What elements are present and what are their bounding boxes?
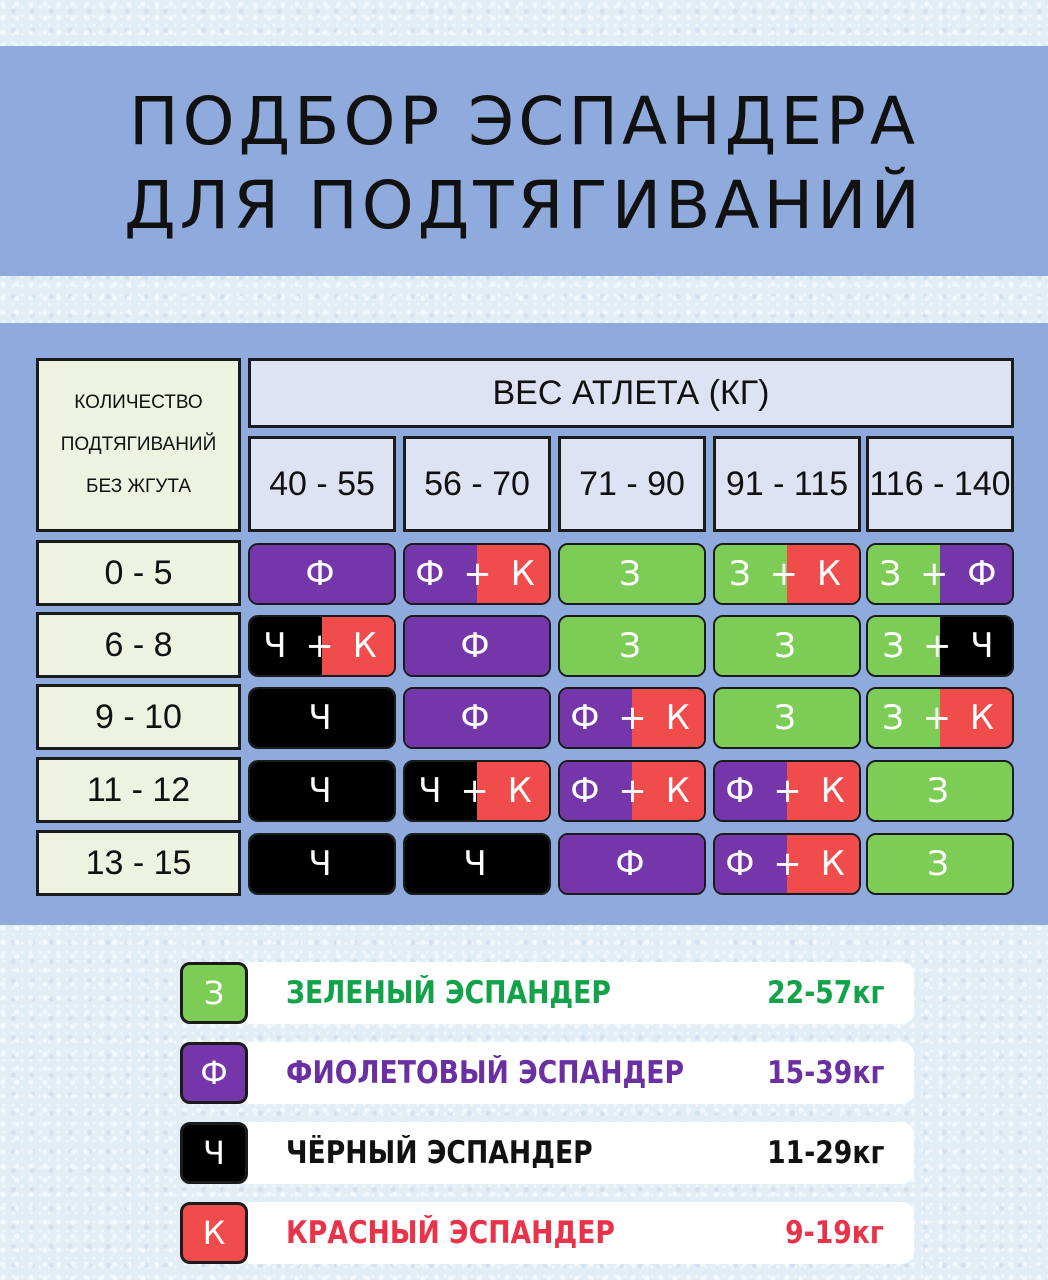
legend-color-badge: К: [180, 1202, 248, 1264]
corner-label-line-3: БЕЗ ЖГУТА: [85, 476, 192, 497]
legend-expander-name: ЗЕЛЕНЫЙ ЭСПАНДЕР: [286, 975, 611, 1011]
pullups-range-label: 13 - 15: [85, 843, 192, 882]
legend-item: [180, 1042, 914, 1106]
expander-code: Ф: [460, 698, 494, 738]
expander-code: З + К: [728, 554, 846, 594]
expander-combo-cell: [248, 760, 396, 822]
expander-code: З + Ч: [882, 626, 998, 666]
expander-combo-cell: [558, 760, 706, 822]
expander-combo-cell: [558, 543, 706, 605]
expander-combo-cell: [713, 543, 861, 605]
expander-combo-cell: [558, 615, 706, 677]
expander-code: Ф: [460, 626, 494, 666]
expander-combo-cell: [713, 833, 861, 895]
expander-combo-cell: [248, 615, 396, 677]
expander-code: З: [774, 626, 800, 666]
expander-combo-cell: [713, 687, 861, 749]
expander-combo-cell: [403, 543, 551, 605]
legend-resistance-range: 22-57кг: [766, 975, 884, 1011]
expander-code: Ф + К: [725, 771, 849, 811]
pullups-range-cell: [36, 540, 241, 606]
expander-code: Ф: [305, 554, 339, 594]
page-title-line-2: ДЛЯ ПОДТЯГИВАНИЙ: [124, 167, 924, 244]
pullups-range-label: 6 - 8: [104, 625, 173, 664]
legend-resistance-range: 11-29кг: [766, 1135, 884, 1171]
weight-range-label: 71 - 90: [579, 464, 685, 503]
legend-item: [180, 1122, 914, 1186]
expander-combo-cell: [403, 760, 551, 822]
expander-combo-cell: [558, 833, 706, 895]
weight-range-header: [248, 436, 396, 532]
expander-combo-cell: [248, 543, 396, 605]
weight-range-header: [558, 436, 706, 532]
expander-code: З + К: [881, 698, 999, 738]
expander-code: З: [927, 771, 953, 811]
legend-resistance-range: 9-19кг: [785, 1215, 884, 1251]
legend-expander-name: ФИОЛЕТОВЫЙ ЭСПАНДЕР: [286, 1055, 685, 1091]
expander-combo-cell: [558, 687, 706, 749]
expander-combo-cell: [866, 615, 1014, 677]
weight-range-label: 56 - 70: [424, 464, 530, 503]
pullups-range-label: 11 - 12: [86, 770, 191, 809]
expander-combo-cell: [866, 833, 1014, 895]
expander-code: З: [774, 698, 800, 738]
legend-expander-name: ЧЁРНЫЙ ЭСПАНДЕР: [286, 1135, 593, 1171]
expander-code: Ф + К: [570, 771, 694, 811]
expander-combo-cell: [403, 833, 551, 895]
expander-code: Ч: [463, 844, 491, 884]
expander-code: Ч: [308, 698, 336, 738]
expander-code: Ч + К: [418, 771, 536, 811]
expander-combo-cell: [866, 543, 1014, 605]
corner-label-line-2: ПОДТЯГИВАНИЙ: [60, 434, 217, 455]
weight-range-header: [713, 436, 861, 532]
pullups-range-cell: [36, 830, 241, 896]
expander-combo-cell: [866, 760, 1014, 822]
expander-code: Ф + К: [570, 698, 694, 738]
legend-color-badge: Ф: [180, 1042, 248, 1104]
weight-header-label: ВЕС АТЛЕТА (КГ): [492, 373, 770, 412]
expander-combo-cell: [713, 760, 861, 822]
corner-label-line-1: КОЛИЧЕСТВО: [74, 392, 203, 413]
expander-combo-cell: [713, 615, 861, 677]
expander-combo-cell: [403, 687, 551, 749]
expander-code: З + Ф: [879, 554, 1001, 594]
pullups-range-cell: [36, 757, 241, 823]
weight-range-label: 116 - 140: [869, 464, 1011, 503]
expander-combo-cell: [403, 615, 551, 677]
expander-code: З: [619, 626, 645, 666]
weight-range-label: 40 - 55: [269, 464, 375, 503]
weight-range-label: 91 - 115: [725, 464, 849, 503]
page-title-line-1: ПОДБОР ЭСПАНДЕРА: [129, 83, 919, 160]
weight-range-header: [866, 436, 1014, 532]
expander-code: З: [927, 844, 953, 884]
legend-item: [180, 1202, 914, 1266]
pullups-range-cell: [36, 612, 241, 678]
legend-item: [180, 962, 914, 1026]
weight-header: [248, 358, 1014, 428]
pullups-range-label: 0 - 5: [104, 553, 173, 592]
legend-expander-name: КРАСНЫЙ ЭСПАНДЕР: [286, 1215, 615, 1251]
pullups-range-cell: [36, 684, 241, 750]
expander-code: Ч: [308, 771, 336, 811]
weight-range-header: [403, 436, 551, 532]
corner-header-cell: [36, 358, 241, 532]
expander-combo-cell: [866, 687, 1014, 749]
expander-code: З: [619, 554, 645, 594]
expander-code: Ч + К: [263, 626, 381, 666]
legend-color-badge: Ч: [180, 1122, 248, 1184]
pullups-range-label: 9 - 10: [95, 697, 182, 736]
expander-code: Ф + К: [725, 844, 849, 884]
expander-combo-cell: [248, 687, 396, 749]
legend-color-badge: З: [180, 962, 248, 1024]
expander-combo-cell: [248, 833, 396, 895]
expander-code: Ф: [615, 844, 649, 884]
expander-code: Ч: [308, 844, 336, 884]
expander-code: Ф + К: [415, 554, 539, 594]
legend-resistance-range: 15-39кг: [766, 1055, 884, 1091]
